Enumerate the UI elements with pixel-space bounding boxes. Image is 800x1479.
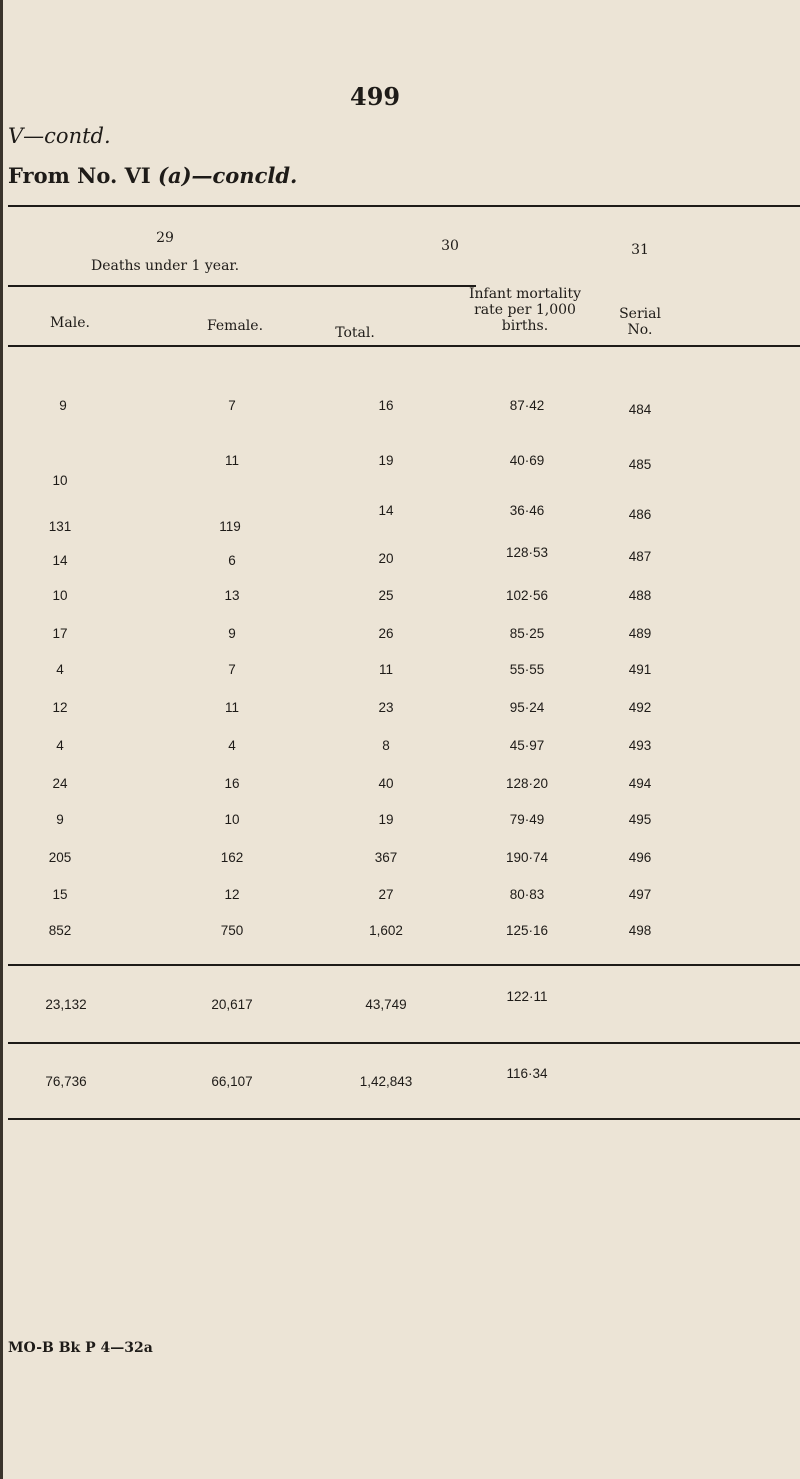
serial-cell: 494: [628, 776, 652, 791]
female-cell: 11: [224, 700, 239, 715]
female-cell: 162: [220, 850, 244, 865]
female-cell: 7: [228, 398, 236, 413]
total-cell: 19: [378, 453, 394, 468]
female-cell: 16: [224, 776, 240, 791]
female-cell: 6: [228, 553, 236, 568]
serial-cell: 484: [628, 402, 652, 417]
total-cell: 367: [374, 850, 398, 865]
table-row: [0, 662, 800, 690]
serial-cell: 493: [628, 738, 652, 753]
rate-cell: 125·16: [505, 923, 549, 938]
table-row: [0, 626, 800, 654]
source-suffix: (a)—concld.: [158, 163, 298, 188]
rate-cell: 128·53: [505, 545, 549, 560]
female-cell: 10: [224, 812, 240, 827]
grand-total-male: 76,736: [45, 1074, 87, 1089]
male-cell: 205: [48, 850, 72, 865]
total-cell: 8: [382, 738, 390, 753]
female-cell: 7: [228, 662, 236, 677]
male-cell: 4: [56, 662, 64, 677]
subtotal-bottom-rule: [8, 1042, 800, 1044]
male-cell: 852: [48, 923, 72, 938]
female-cell: 750: [220, 923, 244, 938]
female-cell: 12: [224, 887, 240, 902]
serial-cell: 485: [628, 457, 652, 472]
rate-cell: 128·20: [505, 776, 549, 791]
female-cell: 13: [224, 588, 240, 603]
serial-cell: 498: [628, 923, 652, 938]
rate-header-line2: rate per 1,000: [474, 302, 576, 318]
total-cell: 14: [378, 503, 394, 518]
total-cell: 19: [378, 812, 394, 827]
female-cell: 11: [224, 453, 239, 468]
rate-cell: 85·25: [509, 626, 545, 641]
male-cell: 14: [52, 553, 68, 568]
table-row: [0, 700, 800, 728]
serial-cell: 496: [628, 850, 652, 865]
male-cell: 9: [56, 812, 64, 827]
rate-header-line3: births.: [501, 318, 549, 334]
table-row: [0, 545, 800, 573]
table-row: [0, 738, 800, 766]
total-cell: 23: [378, 700, 394, 715]
rate-cell: 36·46: [509, 503, 545, 518]
male-cell: 24: [52, 776, 68, 791]
male-cell: 10: [52, 473, 68, 488]
serial-header-line1: Serial: [619, 306, 661, 322]
total-header: Total.: [335, 325, 375, 341]
subtotal-female: 20,617: [211, 997, 253, 1012]
female-cell: 9: [228, 626, 236, 641]
header-mid-rule: [8, 285, 476, 287]
serial-cell: 489: [628, 626, 652, 641]
serial-cell: 497: [628, 887, 652, 902]
total-cell: 27: [378, 887, 394, 902]
serial-cell: 492: [628, 700, 652, 715]
total-cell: 16: [378, 398, 394, 413]
total-cell: 20: [378, 551, 394, 566]
subtotal-rate: 122·11: [506, 989, 548, 1004]
male-header: Male.: [50, 315, 90, 331]
grand-total-row: [0, 1066, 800, 1102]
table-row: [0, 850, 800, 878]
table-row: [0, 923, 800, 951]
source-prefix: From No. VI: [8, 163, 151, 188]
page-number: 499: [350, 82, 401, 111]
table-row: [0, 812, 800, 840]
rate-cell: 40·69: [509, 453, 545, 468]
total-cell: 26: [378, 626, 394, 641]
rate-cell: 87·42: [509, 398, 545, 413]
rate-cell: 102·56: [505, 588, 549, 603]
col29-label: Deaths under 1 year.: [90, 258, 240, 274]
male-cell: 12: [52, 700, 68, 715]
serial-cell: 486: [628, 507, 652, 522]
serial-cell: 495: [628, 812, 652, 827]
rate-cell: 80·83: [509, 887, 545, 902]
rate-cell: 45·97: [509, 738, 545, 753]
grand-total-female: 66,107: [211, 1074, 253, 1089]
serial-cell: 488: [628, 588, 652, 603]
total-cell: 25: [378, 588, 394, 603]
subtotal-male: 23,132: [45, 997, 87, 1012]
male-cell: 15: [52, 887, 68, 902]
subtotal-row: [0, 989, 800, 1025]
female-cell: 4: [228, 738, 236, 753]
rate-header-line1: Infant mortality: [468, 286, 582, 302]
table-row: [0, 887, 800, 915]
serial-cell: 491: [628, 662, 652, 677]
table-row: [0, 453, 800, 488]
female-cell: 119: [219, 519, 241, 534]
col29-number: 29: [156, 230, 174, 246]
rate-cell: 190·74: [505, 850, 549, 865]
female-header: Female.: [206, 318, 264, 334]
rate-cell: 95·24: [509, 700, 545, 715]
header-bottom-rule: [8, 345, 800, 347]
grand-total-rate: 116·34: [506, 1066, 548, 1081]
table-bottom-rule: [8, 1118, 800, 1120]
col31-number: 31: [631, 242, 649, 258]
male-cell: 131: [48, 519, 72, 534]
subtotal-top-rule: [8, 964, 800, 966]
serial-cell: 487: [628, 549, 652, 564]
total-cell: 40: [378, 776, 394, 791]
source-title: [8, 163, 297, 188]
rate-cell: 55·55: [509, 662, 545, 677]
section-title: V—contd.: [8, 124, 111, 148]
total-cell: 11: [378, 662, 393, 677]
male-cell: 4: [56, 738, 64, 753]
table-row: [0, 588, 800, 616]
table-row: [0, 503, 800, 534]
grand-total-total: 1,42,843: [359, 1074, 413, 1089]
table-row: [0, 398, 800, 426]
subtotal-total: 43,749: [365, 997, 407, 1012]
male-cell: 9: [59, 398, 67, 413]
table-top-rule: [8, 205, 800, 207]
table-row: [0, 776, 800, 804]
male-cell: 17: [52, 626, 68, 641]
rate-cell: 79·49: [509, 812, 545, 827]
col30-number: 30: [441, 238, 459, 254]
printer-imprint: MO-B Bk P 4—32a: [8, 1340, 153, 1356]
total-cell: 1,602: [369, 923, 403, 938]
male-cell: 10: [52, 588, 68, 603]
serial-header-line2: No.: [627, 322, 653, 338]
